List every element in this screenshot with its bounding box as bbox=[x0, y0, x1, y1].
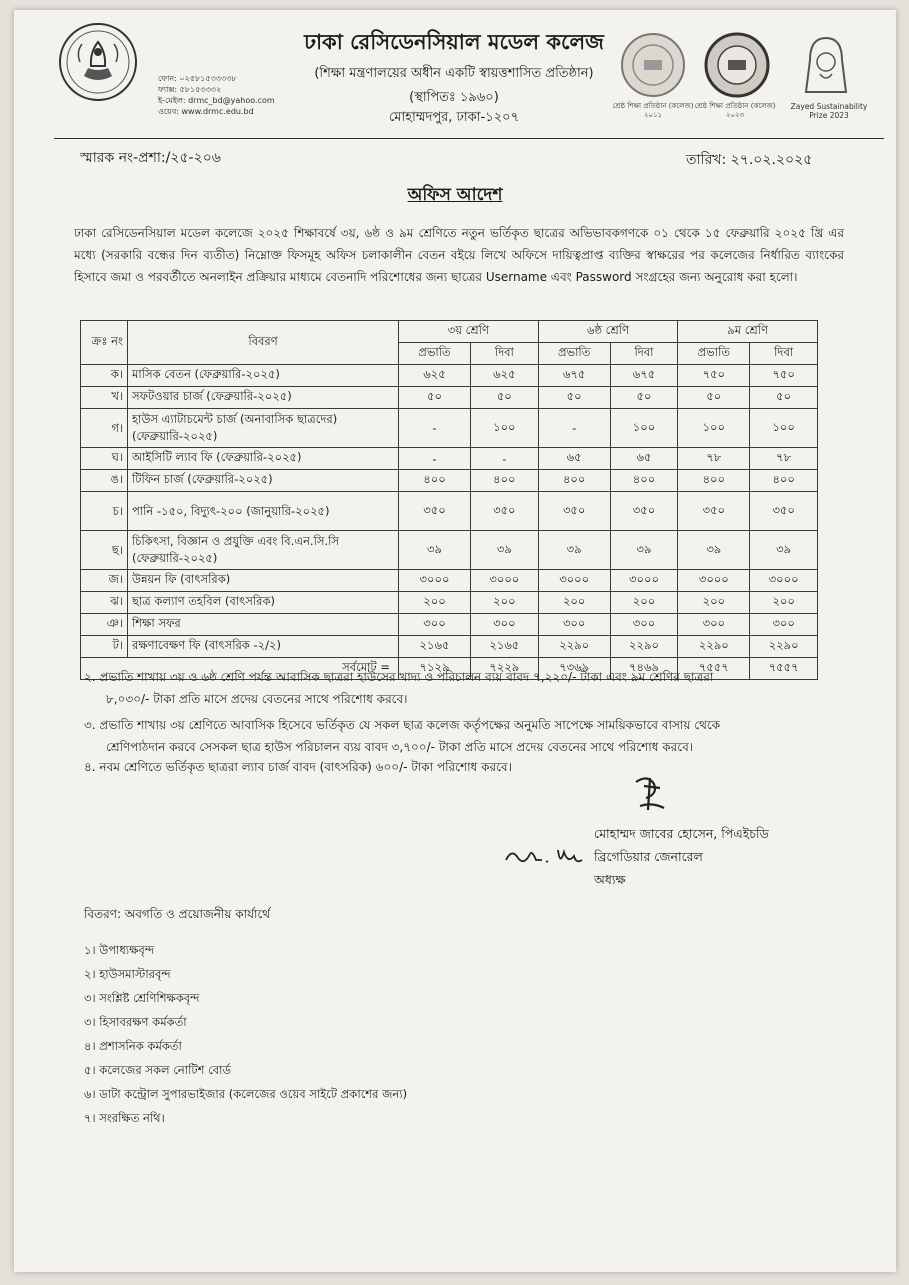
fee-amount: ৬৭৫ bbox=[610, 365, 678, 387]
distribution-item: ১। উপাধ্যক্ষবৃন্দ bbox=[84, 943, 155, 957]
fee-amount: ২২৯০ bbox=[750, 636, 818, 658]
contact-web: ওয়েব: www.drmc.edu.bd bbox=[158, 107, 254, 116]
fee-amount: ৪০০ bbox=[750, 470, 818, 492]
signatory-name: মোহাম্মদ জাবের হোসেন, পিএইচডি bbox=[594, 826, 769, 841]
fee-amount: ৩০০০ bbox=[750, 570, 818, 592]
shift-header: দিবা bbox=[750, 343, 818, 365]
fee-serial: ট। bbox=[81, 636, 128, 658]
memo-reference: স্মারক নং-প্রশা:/২৫-২০৬ bbox=[80, 150, 221, 166]
fee-row bbox=[81, 636, 818, 658]
award-seal-icon bbox=[620, 32, 686, 98]
fee-amount: ৩৫০ bbox=[471, 492, 539, 531]
fee-serial: জ। bbox=[81, 570, 128, 592]
fee-amount: ৩০০০ bbox=[538, 570, 610, 592]
fee-row bbox=[81, 387, 818, 409]
fee-amount: ৩৯ bbox=[538, 531, 610, 570]
fee-amount: ২০০ bbox=[750, 592, 818, 614]
class-header: ৩য় শ্রেণি bbox=[399, 321, 539, 343]
shift-header: দিবা bbox=[610, 343, 678, 365]
contact-fax: ফ্যাক্স: ৫৮১৫৩৩৩২ bbox=[158, 85, 222, 94]
note-line: ৪. নবম শ্রেণিতে ভর্তিকৃত ছাত্ররা ল্যাব চার্জ বাবদ (বাৎসরিক) ৬০০/- টাকা পরিশোধ করবে। bbox=[84, 760, 512, 774]
note-item bbox=[84, 756, 844, 778]
fee-amount: ৩০০ bbox=[610, 614, 678, 636]
fee-description: আইসিটি ল্যাব ফি (ফেব্রুয়ারি-২০২৫) bbox=[128, 448, 399, 470]
fee-amount: ৩০০০ bbox=[678, 570, 750, 592]
signatory-block bbox=[594, 822, 769, 891]
fee-amount: ৭৮ bbox=[750, 448, 818, 470]
fee-row bbox=[81, 470, 818, 492]
distribution-item: ২। হাউসমাস্টারবৃন্দ bbox=[84, 967, 171, 981]
shift-header: প্রভাতি bbox=[538, 343, 610, 365]
fee-description: সফটওয়ার চার্জ (ফেব্রুয়ারি-২০২৫) bbox=[128, 387, 399, 409]
fee-amount: ৩৯ bbox=[399, 531, 471, 570]
fee-amount: ৩৫০ bbox=[399, 492, 471, 531]
fee-amount: ৩০০ bbox=[471, 614, 539, 636]
college-crest-logo bbox=[58, 22, 138, 102]
fee-amount: ৬২৫ bbox=[399, 365, 471, 387]
fee-row bbox=[81, 365, 818, 387]
fee-amount: - bbox=[399, 409, 471, 448]
fee-serial: ক। bbox=[81, 365, 128, 387]
fee-amount: ২২৯০ bbox=[538, 636, 610, 658]
note-line: ৩. প্রভাতি শাখায় ৩য় শ্রেণিতে আবাসিক হিসেবে ভর্তিকৃত যে সকল ছাত্র কলেজ কর্তৃপক্ষের অনুমতি সাপেক্ষে সাময়িকভাবে বাসায় থেকে bbox=[84, 718, 721, 732]
distribution-item: ৫। কলেজের সকল নোটিশ বোর্ড bbox=[84, 1063, 231, 1077]
fee-row bbox=[81, 614, 818, 636]
order-title bbox=[14, 182, 896, 210]
fee-amount: ৩৫০ bbox=[750, 492, 818, 531]
fee-amount: ৫০ bbox=[610, 387, 678, 409]
fee-amount: ৬৫ bbox=[538, 448, 610, 470]
award-caption: শ্রেষ্ঠ শিক্ষা প্রতিষ্ঠান (কলেজ) ২০১১ bbox=[612, 102, 694, 119]
fee-amount: ২০০ bbox=[678, 592, 750, 614]
fee-table-header-row bbox=[81, 321, 818, 343]
fee-serial: গ। bbox=[81, 409, 128, 448]
fee-amount: - bbox=[471, 448, 539, 470]
total-amount: ৭২২৯ bbox=[471, 658, 539, 680]
signatory-designation: অধ্যক্ষ bbox=[594, 872, 626, 887]
fee-amount: ৩৯ bbox=[610, 531, 678, 570]
fee-row bbox=[81, 409, 818, 448]
fee-amount: ২০০ bbox=[538, 592, 610, 614]
fee-serial: ঙ। bbox=[81, 470, 128, 492]
fee-description: ছাত্র কল্যাণ তহবিল (বাৎসরিক) bbox=[128, 592, 399, 614]
fee-amount: ২২৯০ bbox=[610, 636, 678, 658]
fee-amount: ৪০০ bbox=[610, 470, 678, 492]
fee-amount: ২১৬৫ bbox=[399, 636, 471, 658]
signatory-rank: ব্রিগেডিয়ার জেনারেল bbox=[594, 849, 703, 864]
college-subtitle: (শিক্ষা মন্ত্রণালয়ের অধীন একটি স্বায়ত্তশাসিত প্রতিষ্ঠান) bbox=[314, 66, 594, 81]
college-name: ঢাকা রেসিডেনসিয়াল মডেল কলেজ bbox=[304, 30, 604, 54]
fee-amount: ৩৫০ bbox=[678, 492, 750, 531]
fee-amount: ৩৯ bbox=[678, 531, 750, 570]
fee-amount: ৩৫০ bbox=[538, 492, 610, 531]
fee-description: পানি -১৫০, বিদ্যুৎ-২০০ (জানুয়ারি-২০২৫) bbox=[128, 492, 399, 531]
fee-serial: ঞ। bbox=[81, 614, 128, 636]
memo-date: তারিখ: ২৭.০২.২০২৫ bbox=[686, 152, 813, 168]
fee-amount: ৫০ bbox=[538, 387, 610, 409]
fee-row bbox=[81, 570, 818, 592]
shift-header: প্রভাতি bbox=[399, 343, 471, 365]
class-header: ৯ম শ্রেণি bbox=[678, 321, 818, 343]
note-continuation: শ্রেণিপাঠদান করবে সেসকল ছাত্র হাউস পরিচালন ব্যয় বাবদ ৩,৭০০/- টাকা প্রতি মাসে প্রদেয় বেতনের সাথে পরিশোধ করবে। bbox=[106, 740, 694, 754]
handwritten-initials bbox=[502, 842, 594, 870]
college-address: মোহাম্মদপুর, ঢাকা-১২০৭ bbox=[388, 110, 520, 125]
distribution-item: ৩। হিসাবরক্ষণ কর্মকর্তা bbox=[84, 1015, 187, 1029]
fee-amount: ৫০ bbox=[750, 387, 818, 409]
fee-amount: ৩০০ bbox=[399, 614, 471, 636]
fee-serial: ঘ। bbox=[81, 448, 128, 470]
fee-amount: ২০০ bbox=[399, 592, 471, 614]
note-item bbox=[84, 714, 844, 758]
fee-amount: ৩৯ bbox=[750, 531, 818, 570]
fee-amount: ৩০০০ bbox=[399, 570, 471, 592]
fee-amount: ৬৭৫ bbox=[538, 365, 610, 387]
header-divider bbox=[54, 138, 884, 139]
total-amount: ৭৪৬৯ bbox=[610, 658, 678, 680]
fee-amount: ৫০ bbox=[471, 387, 539, 409]
fee-amount: ৫০ bbox=[678, 387, 750, 409]
fee-description: হাউস এ্যাটাচমেন্ট চার্জ (অনাবাসিক ছাত্রদের) (ফেব্রুয়ারি-২০২৫) bbox=[128, 409, 399, 448]
fee-amount: - bbox=[399, 448, 471, 470]
distribution-item: ৩। সংশ্লিষ্ট শ্রেণিশিক্ষকবৃন্দ bbox=[84, 991, 200, 1005]
fee-description: মাসিক বেতন (ফেব্রুয়ারি-২০২৫) bbox=[128, 365, 399, 387]
contact-phone: ফোন: ০২৫৮১৫৩৩৩৩৮ bbox=[158, 74, 237, 83]
fee-serial: ঝ। bbox=[81, 592, 128, 614]
description-header: বিবরণ bbox=[128, 321, 399, 365]
fee-amount: ৩০০ bbox=[678, 614, 750, 636]
zayed-prize-portrait-icon bbox=[796, 30, 856, 102]
fee-serial: চ। bbox=[81, 492, 128, 531]
award-seal-icon bbox=[704, 32, 770, 98]
distribution-list bbox=[84, 938, 407, 1130]
fee-amount: ৩৫০ bbox=[610, 492, 678, 531]
contact-email: ই-মেইল: drmc_bd@yahoo.com bbox=[158, 96, 275, 105]
total-amount: ৭৫৫৭ bbox=[750, 658, 818, 680]
fee-amount: ৪০০ bbox=[678, 470, 750, 492]
fee-amount: ৩৯ bbox=[471, 531, 539, 570]
established-year: (স্থাপিতঃ ১৯৬০) bbox=[409, 90, 499, 105]
intro-paragraph: ঢাকা রেসিডেনসিয়াল মডেল কলেজে ২০২৫ শিক্ষাবর্ষে ৩য়, ৬ষ্ঠ ও ৯ম শ্রেণিতে নতুন ভর্তিকৃত ছাত্রের অভিভাবকগণকে ০১ থেকে ১৫ ফেব্রুয়ারি ২০২৫ খ্রি এর মধ্যে (সরকারি বন্ধের দিন ব্যতীত) নিম্নোক্ত ফিসমূহ অফিস চলাকালীন বেতন বইয়ে লিখে অফিসে দায়িত্বপ্রাপ্ত ব্যক্তির স্বাক্ষরের পর কলেজের নির্ধারিত ব্যাংকের হিসাবে জমা ও পরবর্তীতে অনলাইন প্রক্রিয়ার মাধ্যমে বেতনাদি পরিশোধের জন্য ছাত্রের Username এবং Password সংগ্রহের জন্য অনুরোধ করা হলো। bbox=[74, 226, 844, 284]
fee-description: শিক্ষা সফর bbox=[128, 614, 399, 636]
fee-amount: ১০০ bbox=[610, 409, 678, 448]
award-caption: শ্রেষ্ঠ শিক্ষা প্রতিষ্ঠান (কলেজ) ২০২৩ bbox=[694, 102, 776, 119]
fee-description: রক্ষণাবেক্ষণ ফি (বাৎসরিক -২/২) bbox=[128, 636, 399, 658]
principal-signature bbox=[630, 772, 672, 814]
award-caption: Zayed Sustainability Prize 2023 bbox=[790, 102, 868, 120]
distribution-item: ৬। ডাটা কন্ট্রোল সুপারভাইজার (কলেজের ওয়েব সাইটে প্রকাশের জন্য) bbox=[84, 1087, 408, 1101]
total-label: সর্বমোট = bbox=[81, 658, 399, 680]
office-order-document bbox=[14, 10, 896, 1272]
fee-amount: ২০০ bbox=[610, 592, 678, 614]
total-amount: ৭৩৬৯ bbox=[538, 658, 610, 680]
fee-amount: ৭৫০ bbox=[750, 365, 818, 387]
fee-amount: ২২৯০ bbox=[678, 636, 750, 658]
fee-amount: ৬৫ bbox=[610, 448, 678, 470]
shift-header: প্রভাতি bbox=[678, 343, 750, 365]
fee-amount: ১০০ bbox=[678, 409, 750, 448]
fee-row bbox=[81, 448, 818, 470]
fee-amount: ২১৬৫ bbox=[471, 636, 539, 658]
fee-amount: ৪০০ bbox=[399, 470, 471, 492]
fee-amount: ৩০০ bbox=[538, 614, 610, 636]
fee-description: টিফিন চার্জ (ফেব্রুয়ারি-২০২৫) bbox=[128, 470, 399, 492]
fee-amount: ১০০ bbox=[471, 409, 539, 448]
fee-amount: ২০০ bbox=[471, 592, 539, 614]
note-continuation: ৮,০৩০/- টাকা প্রতি মাসে প্রদেয় বেতনের সাথে পরিশোধ করবে। bbox=[106, 692, 408, 706]
fee-serial: ছ। bbox=[81, 531, 128, 570]
fee-amount: ৫০ bbox=[399, 387, 471, 409]
total-amount: ৭৫৫৭ bbox=[678, 658, 750, 680]
fee-description: উন্নয়ন ফি (বাৎসরিক) bbox=[128, 570, 399, 592]
fee-row bbox=[81, 492, 818, 531]
shift-header: দিবা bbox=[471, 343, 539, 365]
note-line: ২. প্রভাতি শাখায় ৩য় ও ৬ষ্ঠ শ্রেণি পর্যন্ত আবাসিক ছাত্ররা হাউসের খাদ্য ও পরিচালন ব্যয় বাবদ ৭,২২০/- টাকা এবং ৯ম শ্রেণির ছাত্ররা bbox=[84, 670, 714, 684]
order-title-text: অফিস আদেশ bbox=[407, 185, 503, 205]
distribution-heading: বিতরণ: অবগতি ও প্রয়োজনীয় কার্যার্থে bbox=[84, 907, 271, 921]
fee-row bbox=[81, 531, 818, 570]
fee-row bbox=[81, 592, 818, 614]
fee-description: চিকিৎসা, বিজ্ঞান ও প্রযুক্তি এবং বি.এন.সি.সি (ফেব্রুয়ারি-২০২৫) bbox=[128, 531, 399, 570]
fee-amount: ৭৫০ bbox=[678, 365, 750, 387]
fee-amount: ৪০০ bbox=[538, 470, 610, 492]
fee-amount: ৪০০ bbox=[471, 470, 539, 492]
fee-amount: ১০০ bbox=[750, 409, 818, 448]
fee-serial: খ। bbox=[81, 387, 128, 409]
fee-amount: ৬২৫ bbox=[471, 365, 539, 387]
fee-amount: ৩০০০ bbox=[610, 570, 678, 592]
distribution-item: ৭। সংরক্ষিত নথি। bbox=[84, 1111, 165, 1125]
fee-amount: - bbox=[538, 409, 610, 448]
fee-amount: ৩০০০ bbox=[471, 570, 539, 592]
total-amount: ৭১২৯ bbox=[399, 658, 471, 680]
fee-amount: ৭৮ bbox=[678, 448, 750, 470]
distribution-item: ৪। প্রশাসনিক কর্মকর্তা bbox=[84, 1039, 182, 1053]
fee-table bbox=[80, 320, 818, 680]
class-header: ৬ষ্ঠ শ্রেণি bbox=[538, 321, 678, 343]
fee-amount: ৩০০ bbox=[750, 614, 818, 636]
note-item bbox=[84, 666, 844, 710]
serial-header: ক্রঃ নং bbox=[81, 321, 128, 365]
